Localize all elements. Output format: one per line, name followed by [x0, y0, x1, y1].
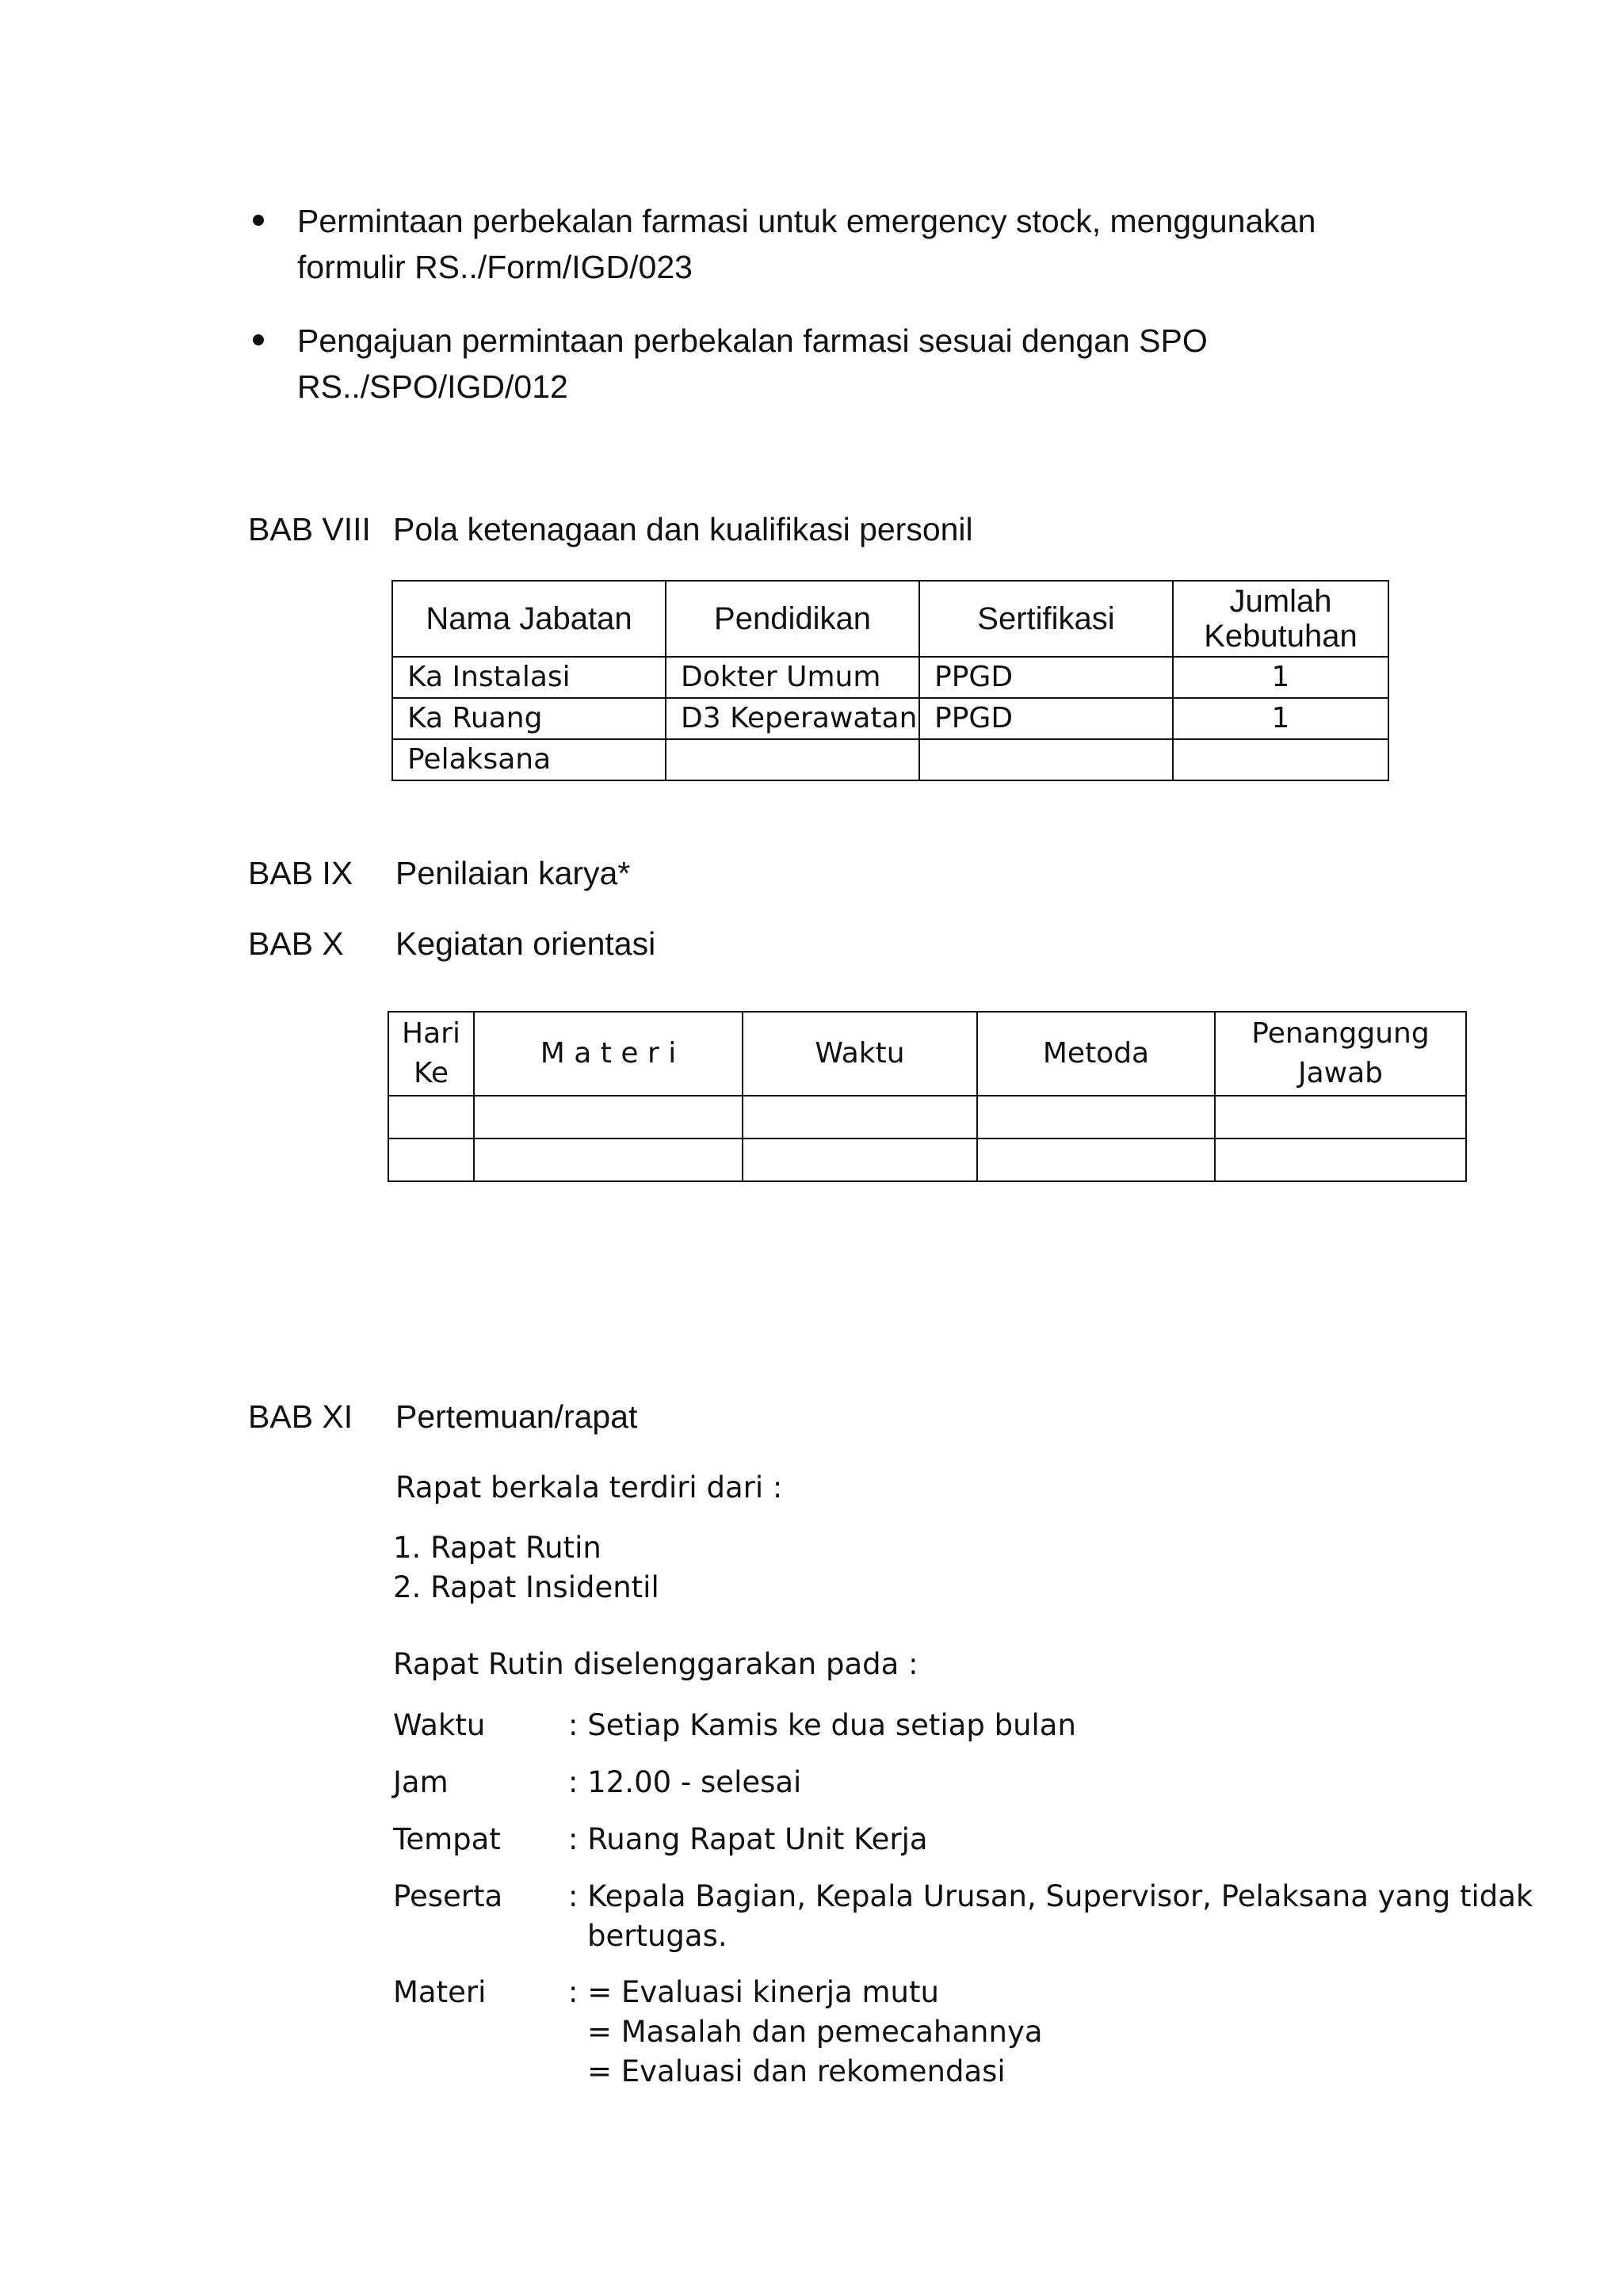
detail-label-materi: Materi — [393, 1975, 487, 2009]
bullet-line: formulir RS../Form/IGD/023 — [297, 249, 693, 285]
table-cell: Pelaksana — [392, 739, 666, 780]
column-header: Waktu — [743, 1012, 977, 1096]
detail-label-waktu: Waktu — [393, 1708, 486, 1742]
detail-value-line: = Masalah dan pemecahannya — [587, 2015, 1043, 2049]
detail-label-peserta: Peserta — [393, 1879, 503, 1913]
chapter-label: BAB X — [248, 925, 344, 962]
table-row — [392, 657, 1388, 698]
table-cell: 1 — [1173, 698, 1388, 739]
bullet-item-emergency-stock — [297, 198, 1316, 290]
detail-value-peserta — [568, 1877, 1533, 1956]
detail-value-line: : = Evaluasi kinerja mutu — [568, 1975, 939, 2009]
chapter-title: Pola ketenagaan dan kualifikasi personil — [393, 511, 973, 547]
chapter-title: Penilaian karya* — [395, 855, 631, 891]
table-cell: PPGD — [919, 698, 1173, 739]
table-cell — [1173, 739, 1388, 780]
bullet-line: RS../SPO/IGD/012 — [297, 368, 568, 405]
column-header — [388, 1012, 474, 1096]
detail-value-line: bertugas. — [587, 1919, 727, 1953]
table-cell — [977, 1138, 1215, 1181]
table-cell — [743, 1138, 977, 1181]
column-header: Nama Jabatan — [392, 581, 666, 657]
detail-value-materi — [568, 1973, 1043, 2092]
table-cell: Dokter Umum — [666, 657, 919, 698]
bullet-line: Permintaan perbekalan farmasi untuk emergency stock, menggunakan — [297, 203, 1316, 239]
column-header — [1173, 581, 1388, 657]
chapter-title: Kegiatan orientasi — [395, 925, 656, 962]
table-row — [388, 1096, 1466, 1138]
table-cell — [977, 1096, 1215, 1138]
chapter-label: BAB IX — [248, 855, 353, 891]
table-cell: Ka Instalasi — [392, 657, 666, 698]
chapter-label: BAB XI — [248, 1398, 353, 1435]
detail-value-line: : Kepala Bagian, Kepala Urusan, Supervisor, Pelaksana yang tidak — [568, 1879, 1533, 1913]
table-cell — [1215, 1138, 1466, 1181]
table-header-row — [388, 1012, 1466, 1096]
list-item: 2. Rapat Insidentil — [393, 1570, 659, 1604]
column-header-line: Jawab — [1297, 1057, 1384, 1089]
detail-value-tempat: : Ruang Rapat Unit Kerja — [568, 1822, 928, 1856]
routine-meeting-intro: Rapat Rutin diselenggarakan pada : — [393, 1647, 918, 1681]
table-row — [392, 739, 1388, 780]
column-header: M a t e r i — [474, 1012, 743, 1096]
column-header-line: Penanggung — [1251, 1017, 1430, 1050]
column-header: Pendidikan — [666, 581, 919, 657]
chapter-title: Pertemuan/rapat — [395, 1398, 638, 1435]
table-cell — [388, 1138, 474, 1181]
bullet-line: Pengajuan permintaan perbekalan farmasi sesuai dengan SPO — [297, 322, 1208, 359]
meeting-intro: Rapat berkala terdiri dari : — [395, 1470, 783, 1505]
staffing-table — [391, 580, 1389, 781]
column-header — [1215, 1012, 1466, 1096]
table-cell — [474, 1096, 743, 1138]
table-cell — [1215, 1096, 1466, 1138]
detail-value-jam: : 12.00 - selesai — [568, 1765, 802, 1799]
table-row — [388, 1138, 1466, 1181]
column-header-line: Ke — [414, 1057, 449, 1089]
bullet-dot — [253, 215, 264, 226]
table-cell — [388, 1096, 474, 1138]
column-header-line: Jumlah — [1229, 584, 1332, 619]
table-cell — [743, 1096, 977, 1138]
bullet-item-pengajuan — [297, 318, 1208, 410]
column-header-line: Kebutuhan — [1204, 619, 1358, 654]
table-header-row — [392, 581, 1388, 657]
detail-value-line: = Evaluasi dan rekomendasi — [587, 2054, 1006, 2088]
table-cell: 1 — [1173, 657, 1388, 698]
orientation-table — [388, 1011, 1467, 1182]
table-row — [392, 698, 1388, 739]
detail-value-waktu: : Setiap Kamis ke dua setiap bulan — [568, 1708, 1076, 1742]
column-header: Metoda — [977, 1012, 1215, 1096]
column-header-line: Hari — [402, 1017, 460, 1050]
bullet-dot — [253, 334, 264, 345]
list-item: 1. Rapat Rutin — [393, 1531, 601, 1565]
chapter-label: BAB VIII — [248, 511, 371, 547]
detail-label-tempat: Tempat — [393, 1822, 501, 1856]
table-cell — [919, 739, 1173, 780]
table-cell: D3 Keperawatan — [666, 698, 919, 739]
table-cell: PPGD — [919, 657, 1173, 698]
column-header: Sertifikasi — [919, 581, 1173, 657]
meeting-type-list — [393, 1528, 659, 1608]
detail-label-jam: Jam — [393, 1765, 449, 1799]
table-cell — [474, 1138, 743, 1181]
table-cell: Ka Ruang — [392, 698, 666, 739]
table-cell — [666, 739, 919, 780]
